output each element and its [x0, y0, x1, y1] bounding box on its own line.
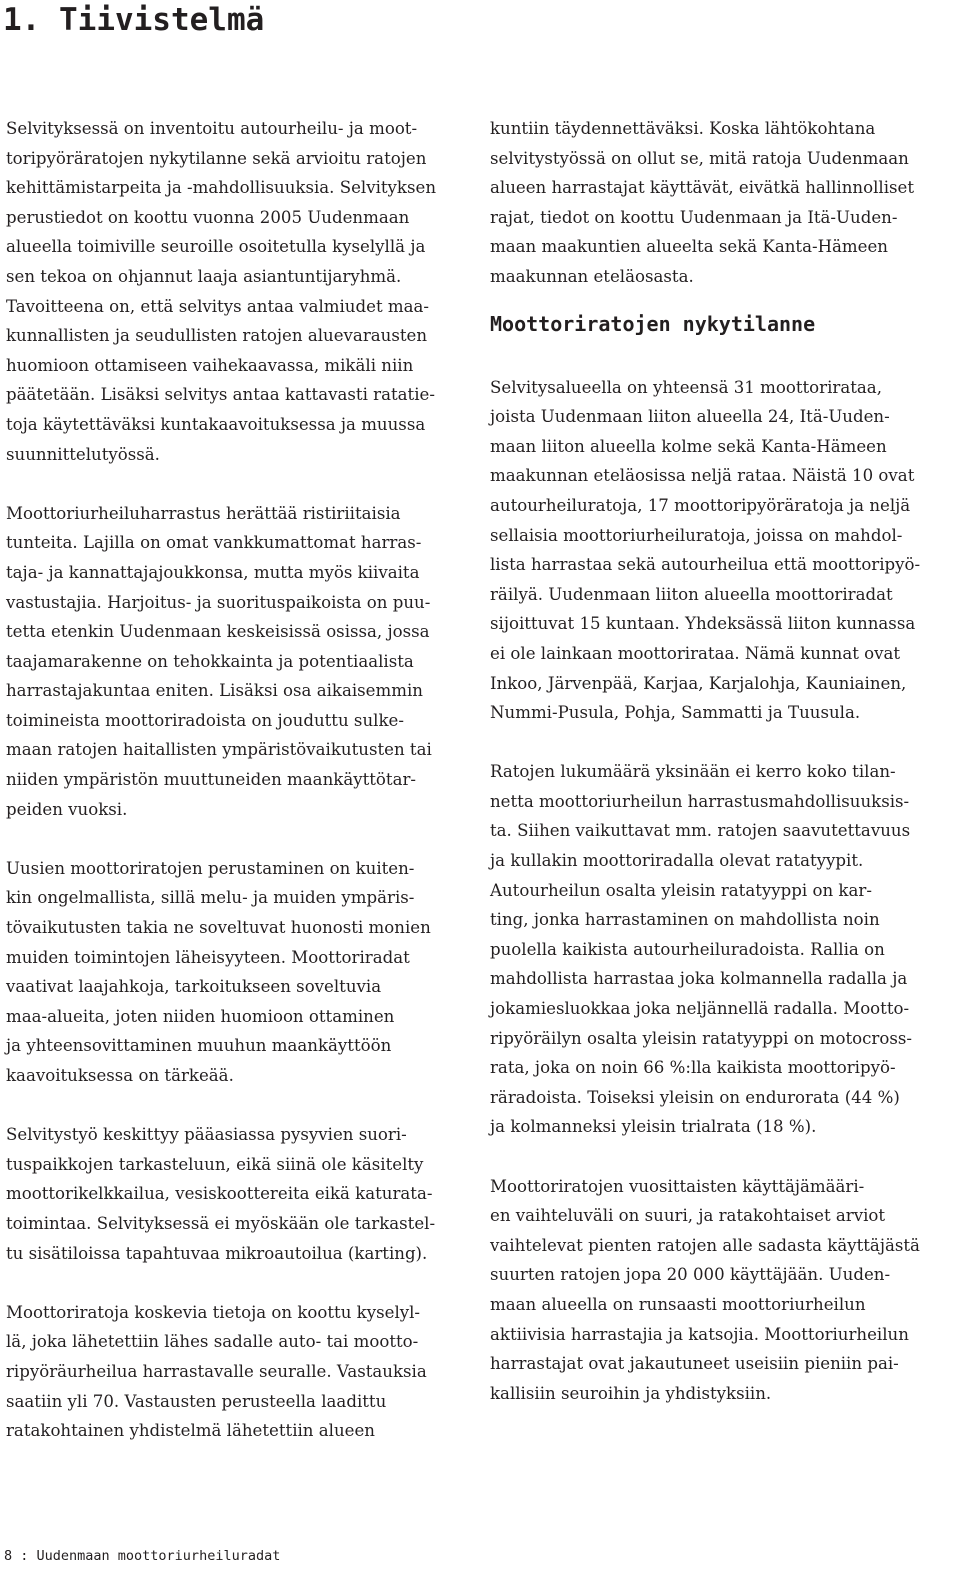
section-heading: Moottoriratojen nykytilanne: [490, 311, 816, 336]
page-footer: 8 : Uudenmaan moottoriurheiluradat: [4, 1548, 281, 1564]
paragraph: Selvitysalueella on yhteensä 31 moottorirataa, joista Uudenmaan liiton alueella 24, Itä-Uuden- maan liiton alueella kolme sekä Kanta-Hämeen maakunnan eteläosissa neljä rataa. Näistä 10 ovat autourheiluratoja, 17 moottoripyöräratoja ja neljä sellaisia moottoriurheiluratoja, joissa on mahdol- lista harrastaa sekä autourheilua että moottoripyö- räilyä. Uudenmaan liiton alueella moottoriradat sijoittuvat 15 kuntaan. Yhdeksässä liiton kunnassa ei ole lainkaan moottorirataa. Nämä kunnat ovat Inkoo, Järvenpää, Karjaa, Karjalohja, Kauniainen, Nummi-Pusula, Pohja, Sammatti ja Tuusula.: [490, 377, 921, 723]
left-column: [6, 114, 468, 1446]
paragraph: Ratojen lukumäärä yksinään ei kerro koko tilan- netta moottoriurheilun harrastusmahdollisuuksis- ta. Siihen vaikuttavat mm. ratojen saavutettavuus ja kullakin moottoriradalla olevat ratatyypit. Autourheilun osalta yleisin ratatyyppi on kar- ting, jonka harrastaminen on mahdollista noin puolella kaikista autourheiluradoista. Rallia on mahdollista harrastaa joka kolmannella radalla ja jokamiesluokkaa joka neljännellä radalla. Mootto- ripyöräilyn osalta yleisin ratatyyppi on motocross- rata, joka on noin 66 %:lla kaikista moottoripyö- räradoista. Toiseksi yleisin on endurorata (44 %) ja kolmanneksi yleisin trialrata (18 %).: [490, 762, 912, 1137]
right-column: [490, 114, 950, 1408]
paragraph-continued: kuntiin täydennettäväksi. Koska lähtökohtana selvitystyössä on ollut se, mitä ratoja Uudenmaan alueen harrastajat käyttävät, eivätkä hallinnolliset rajat, tiedot on koottu Uudenmaan ja Itä-Uuden- maan maakuntien alueelta sekä Kanta-Hämeen maakunnan eteläosasta.: [490, 119, 914, 286]
paragraph: Moottoriratojen vuosittaisten käyttäjämääri- en vaihteluväli on suuri, ja ratakohtaiset arviot vaihtelevat pienten ratojen alle sadasta käyttäjästä suurten ratojen jopa 20 000 käyttäjään. Uuden- maan alueella on runsaasti moottoriurheilun aktiivisia harrastajia ja katsojia. Moottoriurheilun harrastajat ovat jakautuneet useisiin pieniin pai- kallisiin seuroihin ja yhdistyksiin.: [490, 1176, 920, 1403]
paragraph: Selvitystyö keskittyy pääasiassa pysyvien suori- tuspaikkojen tarkasteluun, eikä siinä ole käsitelty moottorikelkkailua, vesiskoottereita eikä katurata- toimintaa. Selvityksessä ei myöskään ole tarkastel- tu sisätiloissa tapahtuvaa mikroautoilua (karting).: [6, 1125, 436, 1263]
paragraph: Moottoriurheiluharrastus herättää ristiriitaisia tunteita. Lajilla on omat vankkumattomat harras- taja- ja kannattajajoukkonsa, mutta myös kiivaita vastustajia. Harjoitus- ja suorituspaikoista on puu- tetta etenkin Uudenmaan keskeisissä osissa, jossa taajamarakenne on tehokkainta ja potentiaalista harrastajakuntaa eniten. Lisäksi osa aikaisemmin toimineista moottoriradoista on jouduttu sulke- maan ratojen haitallisten ympäristövaikutusten tai niiden ympäristön muuttuneiden maankäyttötar- peiden vuoksi.: [6, 503, 432, 819]
paragraph: Selvityksessä on inventoitu autourheilu- ja moot- toripyöräratojen nykytilanne sekä arvioitu ratojen kehittämistarpeita ja -mahdollisuuksia. Selvityksen perustiedot on koottu vuonna 2005 Uudenmaan alueella toimiville seuroille osoitetulla kyselyllä ja sen tekoa on ohjannut laaja asiantuntijaryhmä. Tavoitteena on, että selvitys antaa valmiudet maa- kunnallisten ja seudullisten ratojen aluevarausten huomioon ottamiseen vaihekaavassa, mikäli niin päätetään. Lisäksi selvitys antaa kattavasti ratatie- toja käytettäväksi kuntakaavoituksessa ja muussa suunnittelutyössä.: [6, 119, 437, 464]
paragraph: Moottoriratoja koskevia tietoja on koottu kyselyl- lä, joka lähetettiin lähes sadalle auto- tai mootto- ripyöräurheilua harrastavalle seuralle. Vastauksia saatiin yli 70. Vastausten perusteella laadittu ratakohtainen yhdistelmä lähetettiin alueen: [6, 1302, 427, 1441]
paragraph: Uusien moottoriratojen perustaminen on kuiten- kin ongelmallista, sillä melu- ja muiden ympäris- tövaikutusten takia ne soveltuvat huonosti monien muiden toimintojen läheisyyteen. Moottoriradat vaativat laajahkoja, tarkoitukseen soveltuvia maa-alueita, joten niiden huomioon ottaminen ja yhteensovittaminen muuhun maankäyttöön kaavoituksessa on tärkeää.: [6, 858, 431, 1085]
chapter-title: 1. Tiivistelmä: [3, 2, 265, 38]
